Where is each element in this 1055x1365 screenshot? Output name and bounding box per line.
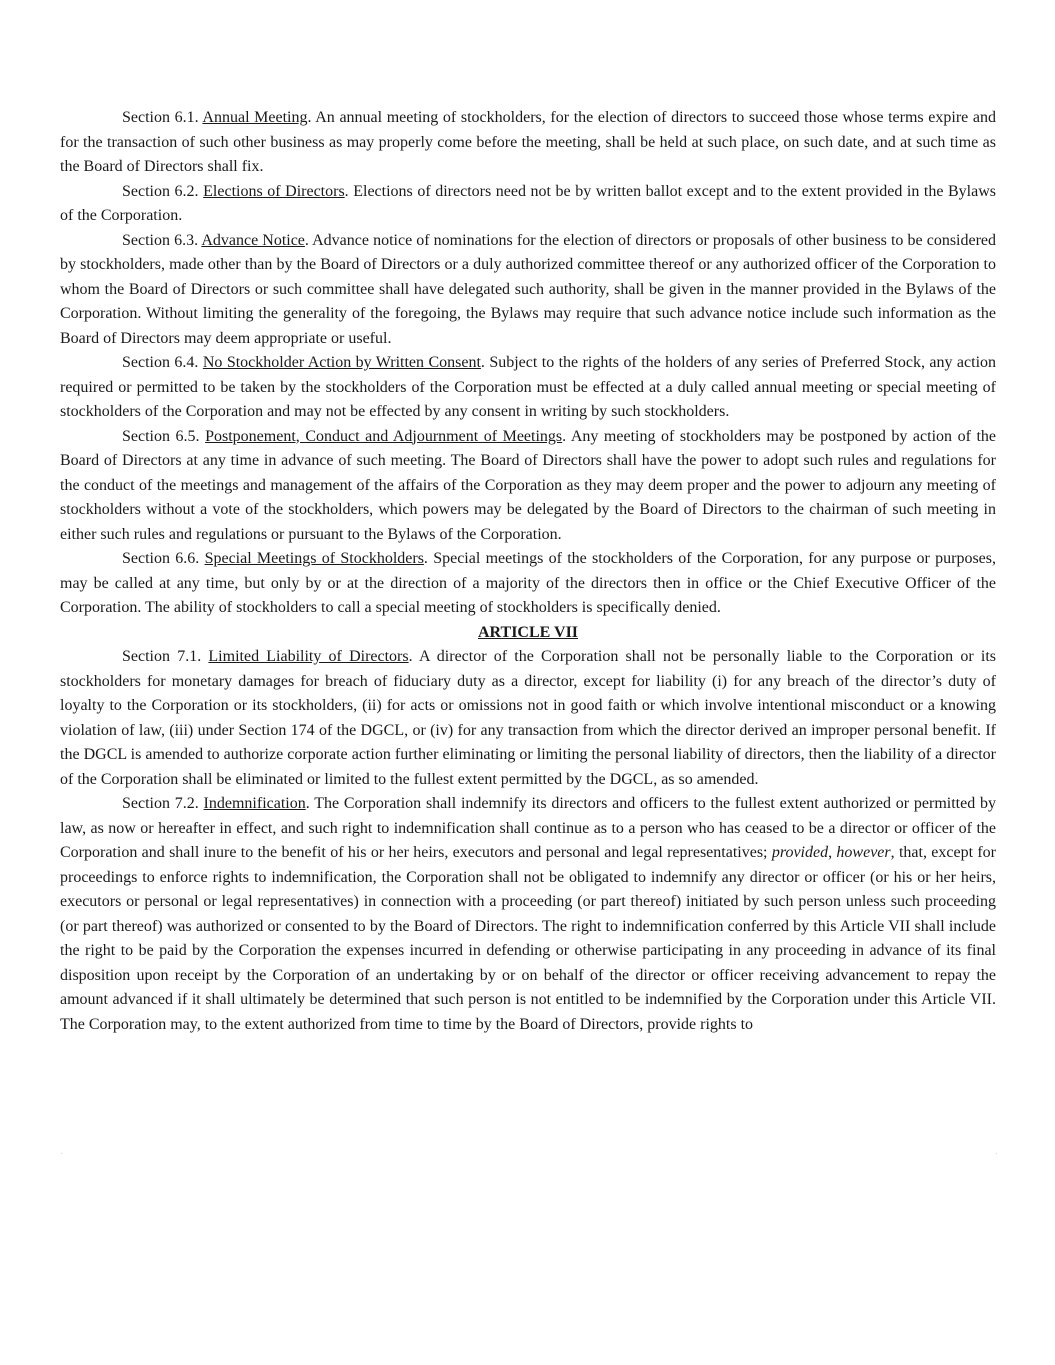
- italic-provided: provided: [771, 844, 829, 861]
- section-title: Special Meetings of Stockholders: [204, 550, 424, 567]
- section-number: Section 7.2.: [122, 795, 199, 812]
- section-body: . A director of the Corporation shall not be personally liable to the Corporation or its stockholders for monetary damages for breach of fiduciary duty as a director, except for liability (i) for any breach of the director’s duty of loyalty to the Corporation or its stockholders, (ii) for acts or omissions not in good faith or which involve intentional misconduct or a knowing violation of law, (iii) under Section 174 of the DGCL, or (iv) for any transaction from which the director derived an improper personal benefit. If the DGCL is amended to authorize corporate action further eliminating or limiting the personal liability of directors, then the liability of a director of the Corporation shall be eliminated or limited to the fullest extent permitted by the DGCL, as so amended.: [60, 648, 997, 788]
- section-number: Section 6.6.: [122, 550, 200, 567]
- section-6-2: [60, 180, 996, 229]
- section-number: Section 6.2.: [122, 182, 199, 200]
- section-7-1: [60, 645, 996, 792]
- section-body: . Subject to the rights of the holders of any series of Preferred Stock, any action required or permitted to be taken by the stockholders of the Corporation must be effected at a duly called annual meeting or special meeting of stockholders of the Corporation and may not be effected by any consent in writing by such stockholders.: [60, 354, 997, 420]
- section-body: . Elections of directors need not be by written ballot except and to the extent provided in the Bylaws of the Corporation.: [60, 182, 997, 224]
- separator: ,: [828, 844, 837, 861]
- scan-speck-left: [61, 1153, 62, 1154]
- section-6-4: [60, 351, 996, 425]
- scan-speck-right: [996, 1153, 997, 1154]
- section-title: Limited Liability of Directors: [208, 648, 409, 665]
- section-6-5: [60, 425, 996, 548]
- section-title: Postponement, Conduct and Adjournment of Meetings: [205, 427, 563, 445]
- section-6-6: [60, 547, 996, 621]
- section-body: . An annual meeting of stockholders, for the election of directors to succeed those whose terms expire and for the transaction of such other business as may properly come before the meeting, shall be held at such place, on such date, and at such time as the Board of Directors shall fix.: [60, 109, 996, 175]
- section-number: Section 6.3.: [122, 231, 199, 249]
- section-6-1: [60, 106, 996, 180]
- section-body: . The Corporation shall indemnify its directors and officers to the fullest extent authorized or permitted by law, as now or hereafter in effect, and such right to indemnification shall continue as to a person who has ceased to be a director or officer of the Corporation and shall inure to the benefit of his or her heirs, executors and personal and legal representatives;: [60, 795, 996, 861]
- article-heading: ARTICLE VII: [477, 623, 579, 641]
- section-title: Advance Notice: [201, 231, 305, 249]
- section-number: Section 7.1.: [122, 648, 202, 665]
- section-body-continued: , that, except for proceedings to enforce rights to indemnification, the Corporation shall not be obligated to indemnify any director or officer (or his or her heirs, executors or personal or legal representatives) in connection with a proceeding (or part thereof) initiated by such person unless such proceeding (or part thereof) was authorized or consented to by the Board of Directors. The right to indemnification conferred by this Article VII shall include the right to be paid by the Corporation the expenses incurred in defending or otherwise participating in any proceeding in advance of its final disposition upon receipt by the Corporation of an undertaking by or on behalf of the director or officer receiving advancement to repay the amount advanced if it shall ultimately be determined that such person is not entitled to be indemnified by the Corporation under this Article VII. The Corporation may, to the extent authorized from time to time by the Board of Directors, provide rights to: [60, 844, 996, 1033]
- document-page: [60, 106, 996, 1037]
- section-title: Elections of Directors: [203, 182, 345, 200]
- section-number: Section 6.1.: [122, 109, 199, 126]
- section-body: . Any meeting of stockholders may be postponed by action of the Board of Directors at any time in advance of such meeting. The Board of Directors shall have the power to adopt such rules and regulations for the conduct of the meetings and management of the affairs of the Corporation as they may deem proper and the power to adjourn any meeting of stockholders without a vote of the stockholders, which powers may be delegated by the Board of Directors to the chairman of such meeting in either such rules and regulations or pursuant to the Bylaws of the Corporation.: [60, 427, 997, 543]
- section-title: Annual Meeting: [202, 109, 308, 126]
- section-body: . Advance notice of nominations for the election of directors or proposals of other business to be considered by stockholders, made other than by the Board of Directors or a duly authorized committee thereof or any authorized officer of the Corporation to whom the Board of Directors or such committee shall have delegated such authority, shall be given in the manner provided in the Bylaws of the Corporation. Without limiting the generality of the foregoing, the Bylaws may require that such advance notice include such information as the Board of Directors may deem appropriate or useful.: [60, 231, 997, 347]
- section-title: Indemnification: [203, 795, 306, 812]
- section-number: Section 6.5.: [122, 427, 200, 445]
- section-7-2: [60, 792, 996, 1037]
- section-6-3: [60, 229, 996, 352]
- section-body: . Special meetings of the stockholders of the Corporation, for any purpose or purposes, may be called at any time, but only by or at the direction of a majority of the directors then in office or the Chief Executive Officer of the Corporation. The ability of stockholders to call a special meeting of stockholders is specifically denied.: [60, 550, 996, 616]
- section-title: No Stockholder Action by Written Consent: [202, 354, 481, 371]
- section-number: Section 6.4.: [122, 354, 199, 371]
- italic-however: however: [836, 844, 891, 861]
